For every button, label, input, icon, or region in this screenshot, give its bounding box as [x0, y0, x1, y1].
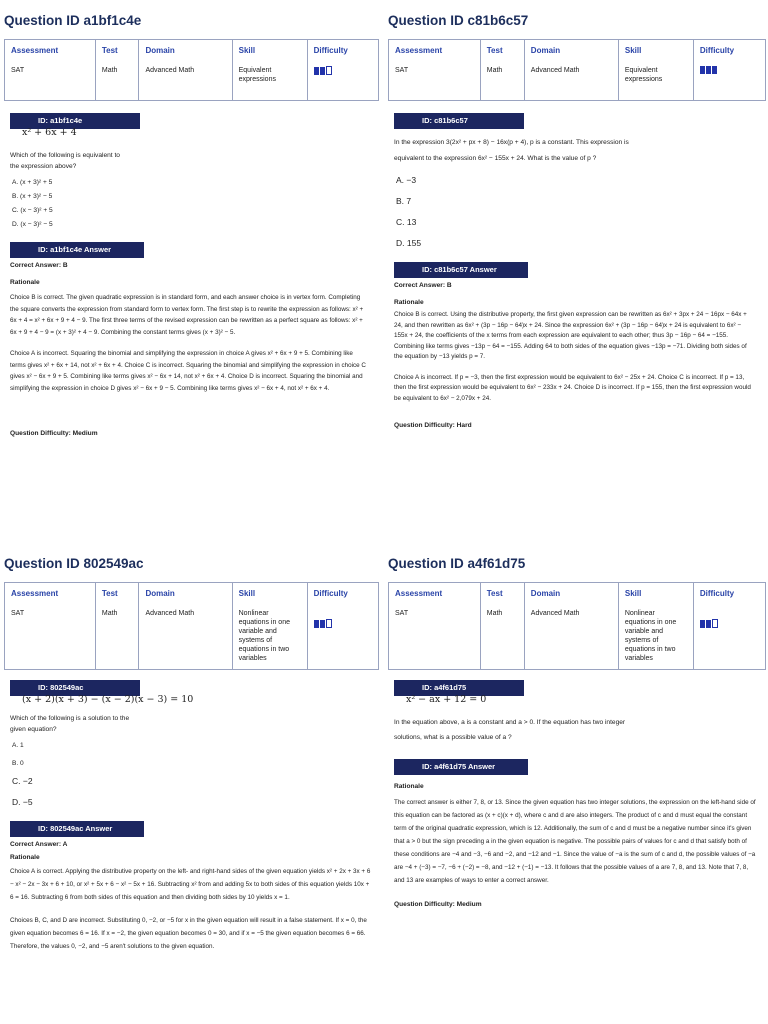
- question-title: Question ID a1bf1c4e: [4, 13, 142, 28]
- option-b[interactable]: B. (x + 3)² − 5: [12, 193, 53, 200]
- prompt: Which of the following is equivalent to the expression above?: [10, 152, 120, 170]
- header-assessment: Assessment: [5, 40, 96, 61]
- difficulty-segment: [712, 66, 717, 74]
- difficulty-segment: [700, 66, 705, 74]
- correct-answer: Correct Answer: B: [10, 262, 68, 269]
- cell-assessment: SAT: [5, 60, 96, 101]
- question-difficulty: Question Difficulty: Hard: [394, 422, 472, 429]
- correct-answer: Correct Answer: B: [394, 282, 452, 289]
- question-a1bf1c4e: [4, 13, 379, 437]
- question-difficulty: Question Difficulty: Medium: [10, 430, 98, 437]
- header-domain: Domain: [524, 40, 618, 61]
- prompt: In the equation above, a is a constant and a > 0. If the equation has two integer solutions, what is a possible value of a ?: [394, 719, 626, 741]
- cell-difficulty: [693, 60, 765, 101]
- difficulty-meter: [314, 66, 333, 78]
- rationale-paragraph-1: Choice B is correct. Using the distributive property, the first given expression can be rewritten as 6x² + 3px + 24 − 16px − 64x + 24, and then rewritten as 6x² + (3p − 16p − 64)x + 24. Since the expression 6x² + (3p − 16p − 64)x + 24 is equivalent to 6x² − 155x + 24, the coefficients of the x terms from each expression are equivalent to each other; thus 3p − 16p − 64 = −155. Combining like terms gives −13p − 64 = −155. Adding 64 to both sides of the equation gives −13p = −71. Dividing both sides of the equation by −13 yields p = 7.: [394, 311, 747, 360]
- id-bar: ID: 802549ac: [10, 680, 140, 696]
- cell-test: Math: [480, 60, 524, 101]
- id-bar: ID: a1bf1c4e: [10, 113, 140, 129]
- difficulty-meter: [700, 619, 719, 631]
- header-skill: Skill: [232, 583, 307, 604]
- header-test: Test: [95, 40, 139, 61]
- meta-table: [4, 39, 379, 101]
- header-domain: Domain: [139, 40, 232, 61]
- difficulty-meter: [314, 619, 333, 631]
- header-test: Test: [95, 583, 139, 604]
- answer-bar: ID: c81b6c57 Answer: [394, 262, 528, 278]
- cell-assessment: SAT: [389, 60, 481, 101]
- rationale-label: Rationale: [394, 783, 424, 790]
- rationale-paragraph-2: Choice A is incorrect. Squaring the binomial and simplifying the expression in choice A gives x² + 6x + 9 + 5. Combining like terms gives x² + 6x + 14, not x² + 6x + 4. Choice C is incorrect. Squaring the binomial and simplifying the expression in choice C gives x² − 6x + 9 + 5. Combining like terms gives x² − 6x + 14, not x² + 6x + 4. Choice D is incorrect. Squaring the binomial and simplifying the expression in choice D gives x² − 6x + 9 − 5. Combining like terms gives x² − 6x + 4, not x² + 6x + 4.: [10, 350, 366, 392]
- cell-difficulty: [307, 603, 378, 670]
- option-a[interactable]: A. −3: [396, 175, 417, 185]
- header-skill: Skill: [618, 40, 693, 61]
- prompt: In the expression 3(2x² + px + 8) − 16x(p + 4), p is a constant. This expression is equivalent to the expression 6x² − 155x + 24. What is the value of p ?: [394, 139, 629, 162]
- option-c[interactable]: C. 13: [396, 217, 417, 227]
- answer-bar: ID: a1bf1c4e Answer: [10, 242, 144, 258]
- rationale-paragraph-2: Choices B, C, and D are incorrect. Substituting 0, −2, or −5 for x in the given equation will result in a false statement. If x = 0, the given equation becomes 6 = 16. If x = −2, the given equation becomes 0 = 30, and if x = −5 the given equation becomes 6 = 66. Therefore, the values 0, −2, and −5 aren't solutions to the given equation.: [10, 917, 367, 950]
- cell-skill: Nonlinear equations in one variable and systems of equations in two variables: [232, 603, 307, 670]
- equation: x² + 6x + 4: [22, 127, 77, 138]
- answer-bar: ID: a4f61d75 Answer: [394, 759, 528, 775]
- rationale-label: Rationale: [394, 299, 424, 306]
- cell-domain: Advanced Math: [524, 603, 618, 670]
- difficulty-segment: [326, 66, 332, 75]
- equation: (x + 2)(x + 3) − (x − 2)(x − 3) = 10: [22, 694, 194, 705]
- equation: x² − ax + 12 = 0: [406, 694, 487, 705]
- option-b[interactable]: B. 0: [12, 760, 24, 767]
- header-test: Test: [480, 583, 524, 604]
- meta-table: [388, 582, 766, 670]
- difficulty-segment: [700, 620, 705, 628]
- option-a[interactable]: A. 1: [12, 742, 24, 749]
- header-domain: Domain: [524, 583, 618, 604]
- rationale-paragraph-1: Choice B is correct. The given quadratic expression is in standard form, and each answer choice is in vertex form. Completing the square converts the expression from standard form to vertex form. The first step is to rewrite the expression as follows: x² + 6x + 4 = x² + 6x + 9 + 4 − 9. The first three terms of the revised expression can be rewritten as a perfect square as follows: x² + 6x + 9 + 4 − 9 = (x + 3)² + 4 − 9. Combining the constant terms gives (x + 3)² − 5.: [10, 294, 364, 336]
- rationale-label: Rationale: [10, 854, 40, 861]
- difficulty-segment: [706, 66, 711, 74]
- rationale-paragraph-1: The correct answer is either 7, 8, or 13. Since the given equation has two integer solutions, the expression on the left-hand side of this equation can be factored as (x + c)(x + d), where c and d are also integers. The product of c and d must equal the constant term of the original quadratic expression, which is 12. Additionally, the sum of c and d must be a negative number since it's given that a > 0 but the sign preceding a in the given equation is negative. The possible pairs of values for c and d that satisfy both of these conditions are −4 and −3, −6 and −2, and −12 and −1. Since the value of −a is the sum of c and d, the possible values of −a are −4 + (−3) = −7, −6 + (−2) = −8, and −12 + (−1) = −13. It follows that the possible values of a are 7, 8, and 13. Note that 7, 8, and 13 are examples of ways to enter a correct answer.: [394, 799, 756, 884]
- question-c81b6c57: [388, 13, 766, 429]
- option-d[interactable]: D. −5: [12, 797, 33, 807]
- header-assessment: Assessment: [389, 583, 481, 604]
- meta-table: [388, 39, 766, 101]
- question-difficulty: Question Difficulty: Medium: [394, 901, 482, 908]
- answer-bar: ID: 802549ac Answer: [10, 821, 144, 837]
- header-domain: Domain: [139, 583, 232, 604]
- prompt: Which of the following is a solution to the given equation?: [10, 715, 130, 733]
- option-c[interactable]: C. (x − 3)² + 5: [12, 207, 53, 214]
- option-d[interactable]: D. (x − 3)² − 5: [12, 221, 53, 228]
- header-difficulty: Difficulty: [693, 40, 765, 61]
- header-skill: Skill: [618, 583, 693, 604]
- correct-answer: Correct Answer: A: [10, 841, 68, 848]
- question-a4f61d75: [388, 556, 766, 908]
- difficulty-segment: [314, 620, 319, 628]
- cell-skill: Equivalent expressions: [232, 60, 307, 101]
- cell-assessment: SAT: [5, 603, 96, 670]
- difficulty-segment: [706, 620, 711, 628]
- header-assessment: Assessment: [5, 583, 96, 604]
- option-a[interactable]: A. (x + 3)² + 5: [12, 179, 53, 186]
- rationale-paragraph-2: Choice A is incorrect. If p = −3, then the first expression would be equivalent to 6x² − 25x + 24. Choice C is incorrect. If p = 13, then the first expression would be equivalent to 6x² − 233x + 24. Choice D is incorrect. If p = 155, then the first expression would be equivalent to 6x² − 2,079x + 24.: [394, 373, 751, 402]
- header-skill: Skill: [232, 40, 307, 61]
- header-difficulty: Difficulty: [693, 583, 765, 604]
- rationale-label: Rationale: [10, 279, 40, 286]
- option-c[interactable]: C. −2: [12, 776, 33, 786]
- cell-skill: Nonlinear equations in one variable and systems of equations in two variables: [618, 603, 693, 670]
- cell-difficulty: [693, 603, 765, 670]
- header-assessment: Assessment: [389, 40, 481, 61]
- option-b[interactable]: B. 7: [396, 196, 412, 206]
- cell-domain: Advanced Math: [139, 603, 232, 670]
- cell-assessment: SAT: [389, 603, 481, 670]
- header-difficulty: Difficulty: [307, 583, 378, 604]
- difficulty-segment: [320, 620, 325, 628]
- header-difficulty: Difficulty: [307, 40, 378, 61]
- cell-skill: Equivalent expressions: [618, 60, 693, 101]
- difficulty-segment: [320, 67, 325, 75]
- question-title: Question ID a4f61d75: [388, 556, 526, 571]
- cell-difficulty: [307, 60, 378, 101]
- cell-domain: Advanced Math: [524, 60, 618, 101]
- option-d[interactable]: D. 155: [396, 238, 422, 248]
- question-title: Question ID 802549ac: [4, 556, 144, 571]
- cell-domain: Advanced Math: [139, 60, 232, 101]
- cell-test: Math: [95, 60, 139, 101]
- cell-test: Math: [480, 603, 524, 670]
- rationale-paragraph-1: Choice A is correct. Applying the distributive property on the left- and right-hand sides of the given equation yields x² + 2x + 3x + 6 − x² − 2x − 3x + 6 + 10, or x² + 5x + 6 − x² − 5x + 16. Subtracting x² from and adding 5x to both sides of this equation yields 10x + 6 = 16. Subtracting 6 from both sides of this equation and then dividing both sides by 10 yields x = 1.: [10, 868, 371, 901]
- difficulty-meter: [700, 66, 718, 77]
- id-bar: ID: c81b6c57: [394, 113, 524, 129]
- cell-test: Math: [95, 603, 139, 670]
- id-bar: ID: a4f61d75: [394, 680, 524, 696]
- meta-table: [4, 582, 379, 670]
- difficulty-segment: [314, 67, 319, 75]
- question-title: Question ID c81b6c57: [388, 13, 529, 28]
- question-802549ac: [4, 556, 379, 953]
- difficulty-segment: [712, 619, 718, 628]
- difficulty-segment: [326, 619, 332, 628]
- header-test: Test: [480, 40, 524, 61]
